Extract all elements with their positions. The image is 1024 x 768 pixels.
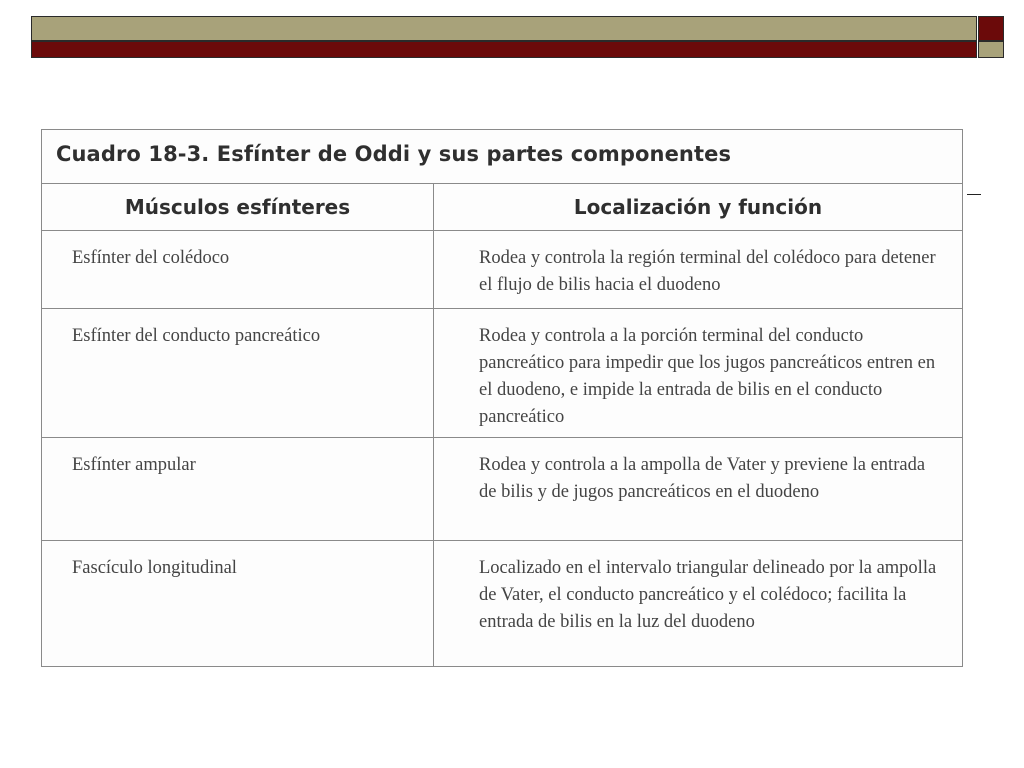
table-header-row	[42, 184, 962, 231]
cell-muscle: Fascículo longitudinal	[42, 541, 434, 666]
cell-function: Localizado en el intervalo triangular delineado por la ampolla de Vater, el conducto pancreático y el colédoco; facilita la entrada de bilis en la luz del duodeno	[479, 558, 937, 632]
table-row	[42, 231, 962, 309]
table-row	[42, 541, 962, 666]
header-bar-olive	[31, 16, 977, 41]
cell-muscle: Esfínter del colédoco	[42, 231, 434, 308]
column-header-muscles: Músculos esfínteres	[42, 184, 434, 230]
cell-function: Rodea y controla a la porción terminal del conducto pancreático para impedir que los jugos pancreáticos entren en el duodeno, e impide la entrada de bilis en el conducto pancreático	[479, 326, 936, 427]
table-title: Cuadro 18-3. Esfínter de Oddi y sus partes componentes	[42, 130, 962, 184]
column-header-location-function: Localización y función	[573, 195, 823, 219]
header-square-olive	[978, 41, 1004, 58]
cell-function: Rodea y controla a la ampolla de Vater y previene la entrada de bilis y de jugos pancreáticos en el duodeno	[479, 455, 926, 502]
cell-muscle: Esfínter del conducto pancreático	[42, 309, 434, 437]
header-square-maroon	[978, 16, 1004, 41]
sphincter-table	[41, 129, 963, 667]
cell-function: Rodea y controla la región terminal del colédoco para detener el flujo de bilis hacia el duodeno	[479, 248, 936, 295]
header-bar-maroon	[31, 41, 977, 58]
side-dash-mark	[967, 194, 981, 195]
table-row	[42, 438, 962, 541]
table-row	[42, 309, 962, 438]
cell-muscle: Esfínter ampular	[42, 438, 434, 540]
